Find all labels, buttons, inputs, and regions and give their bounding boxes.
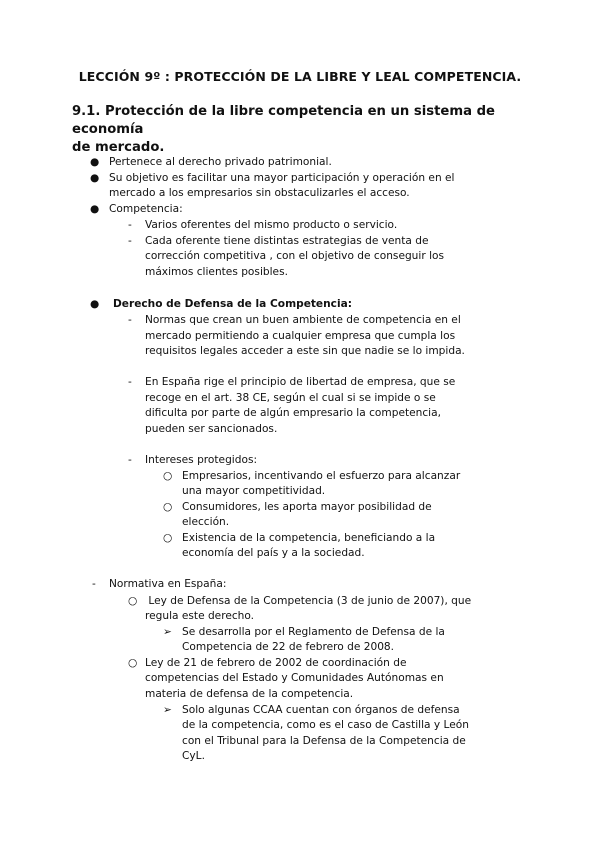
list-item: economía del país y a la sociedad. [182,547,365,559]
circle-bullet-icon: ○ [163,501,173,513]
list-item: Su objetivo es facilitar una mayor participación y operación en el [109,172,455,184]
dash-icon: - [92,578,96,590]
list-item: regula este derecho. [145,610,255,622]
bullet-icon: ● [90,172,100,184]
list-item: Intereses protegidos: [145,454,258,466]
list-item: Consumidores, les aporta mayor posibilidad de [182,501,432,513]
list-item: mercado permitiendo a cualquier empresa que cumpla los [145,330,456,342]
dash-icon: - [128,235,132,247]
dash-icon: - [128,219,132,231]
list-item: recoge en el art. 38 CE, según el cual si se impide o se [145,392,436,404]
list-item: Normas que crean un buen ambiente de competencia en el [145,314,461,326]
arrowhead-bullet-icon: ➢ [163,704,172,716]
list-item: Derecho de Defensa de la Competencia: [113,298,352,310]
bullet-icon: ● [90,203,100,215]
list-item: pueden ser sancionados. [145,423,278,435]
list-item: competencias del Estado y Comunidades Autónomas en [145,672,444,684]
section-heading-line: 9.1. Protección de la libre competencia en un sistema de economía [72,104,495,137]
list-item: Ley de Defensa de la Competencia (3 de junio de 2007), que [145,595,472,607]
circle-bullet-icon: ○ [163,532,173,544]
dash-icon: - [128,376,132,388]
list-item: Normativa en España: [109,578,227,590]
list-item: máximos clientes posibles. [145,266,288,278]
bullet-icon: ● [90,156,100,168]
list-item: una mayor competitividad. [182,485,326,497]
list-item: Se desarrolla por el Reglamento de Defensa de la [182,626,445,638]
list-item: Solo algunas CCAA cuentan con órganos de defensa [182,704,460,716]
bullet-icon: ● [90,298,100,310]
list-item: Ley de 21 de febrero de 2002 de coordinación de [145,657,407,669]
list-item: Empresarios, incentivando el esfuerzo para alcanzar [182,470,461,482]
list-item: Competencia: [109,203,183,215]
lesson-title: LECCIÓN 9º : PROTECCIÓN DE LA LIBRE Y LEAL COMPETENCIA. [78,69,522,84]
list-item: corrección competitiva , con el objetivo de conseguir los [145,250,445,262]
dash-icon: - [128,454,132,466]
list-item: elección. [182,516,230,528]
circle-bullet-icon: ○ [128,595,138,607]
section-heading [72,103,542,157]
list-item: Varios oferentes del mismo producto o servicio. [145,219,398,231]
circle-bullet-icon: ○ [163,470,173,482]
list-item: mercado a los empresarios sin obstaculizarles el acceso. [109,187,410,199]
list-item: dificulta por parte de algún empresario la competencia, [145,407,441,419]
list-item: Cada oferente tiene distintas estrategias de venta de [145,235,429,247]
list-item: En España rige el principio de libertad de empresa, que se [145,376,456,388]
list-item: Competencia de 22 de febrero de 2008. [182,641,395,653]
circle-bullet-icon: ○ [128,657,138,669]
list-item: con el Tribunal para la Defensa de la Competencia de [182,735,466,747]
dash-icon: - [128,314,132,326]
list-item: Existencia de la competencia, beneficiando a la [182,532,436,544]
list-item: materia de defensa de la competencia. [145,688,354,700]
section-heading-line: de mercado. [72,140,165,155]
list-item: CyL. [182,750,205,762]
list-item: requisitos legales acceder a este sin que nadie se lo impida. [145,345,465,357]
list-item: de la competencia, como es el caso de Castilla y León [182,719,469,731]
list-item: Pertenece al derecho privado patrimonial. [109,156,332,168]
arrowhead-bullet-icon: ➢ [163,626,172,638]
